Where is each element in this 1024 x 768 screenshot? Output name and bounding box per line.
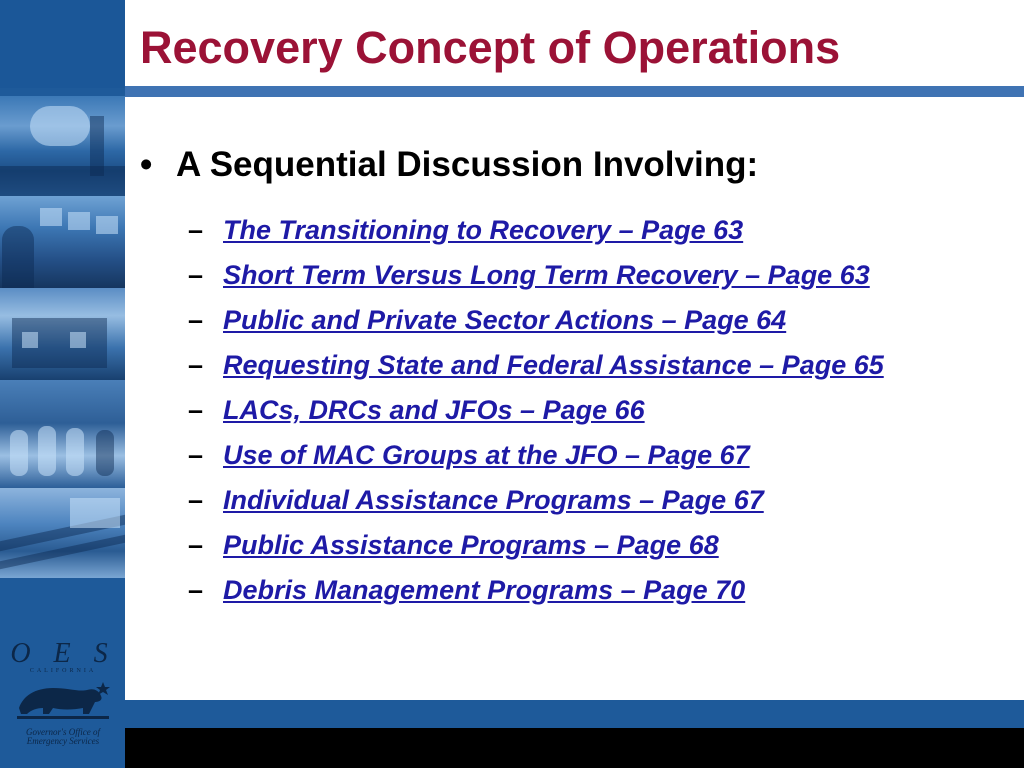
main-bullet-text: A Sequential Discussion Involving: xyxy=(176,145,759,184)
photo-train-station xyxy=(0,488,125,578)
photo-smoke-tower xyxy=(0,96,125,196)
dash-icon: – xyxy=(188,305,204,335)
sidebar-photo-strip xyxy=(0,0,125,768)
topic-link-list xyxy=(188,213,884,618)
title-separator-bar xyxy=(125,86,1024,97)
list-item xyxy=(188,483,884,528)
bullet-dot-icon: • xyxy=(140,145,153,184)
dash-icon: – xyxy=(188,485,204,515)
dash-icon: – xyxy=(188,395,204,425)
dash-icon: – xyxy=(188,575,204,605)
bear-icon xyxy=(13,676,113,720)
list-item xyxy=(188,258,884,303)
footer-black-band xyxy=(125,728,1024,768)
list-item xyxy=(188,573,884,618)
dash-icon: – xyxy=(188,260,204,290)
logo-caption-line1: Governor's Office of xyxy=(26,727,100,737)
oes-logo xyxy=(8,632,118,752)
topic-link[interactable]: Debris Management Programs – Page 70 xyxy=(223,575,746,605)
topic-link[interactable]: Public and Private Sector Actions – Page 64 xyxy=(223,305,787,335)
topic-link[interactable]: The Transitioning to Recovery – Page 63 xyxy=(223,215,744,245)
logo-letters: O E S xyxy=(10,638,116,669)
logo-state: CALIFORNIA xyxy=(29,668,97,674)
photo-damaged-house xyxy=(0,288,125,380)
logo-caption-line2: Emergency Services xyxy=(26,736,100,746)
topic-link[interactable]: Short Term Versus Long Term Recovery – Page 63 xyxy=(223,260,870,290)
topic-link[interactable]: LACs, DRCs and JFOs – Page 66 xyxy=(223,395,645,425)
footer-band xyxy=(125,700,1024,728)
list-item xyxy=(188,393,884,438)
list-item xyxy=(188,438,884,483)
main-bullet xyxy=(140,145,758,185)
topic-link[interactable]: Public Assistance Programs – Page 68 xyxy=(223,530,719,560)
list-item xyxy=(188,348,884,393)
dash-icon: – xyxy=(188,350,204,380)
logo-caption xyxy=(8,728,118,746)
photo-control-room xyxy=(0,196,125,288)
list-item xyxy=(188,213,884,258)
dash-icon: – xyxy=(188,215,204,245)
dash-icon: – xyxy=(188,530,204,560)
topic-link[interactable]: Use of MAC Groups at the JFO – Page 67 xyxy=(223,440,750,470)
list-item xyxy=(188,303,884,348)
photo-hazmat-team xyxy=(0,380,125,488)
list-item xyxy=(188,528,884,573)
topic-link[interactable]: Requesting State and Federal Assistance – Page 65 xyxy=(223,350,884,380)
dash-icon: – xyxy=(188,440,204,470)
sidebar-top-block xyxy=(0,0,125,88)
slide-title: Recovery Concept of Operations xyxy=(140,22,841,73)
topic-link[interactable]: Individual Assistance Programs – Page 67 xyxy=(223,485,764,515)
